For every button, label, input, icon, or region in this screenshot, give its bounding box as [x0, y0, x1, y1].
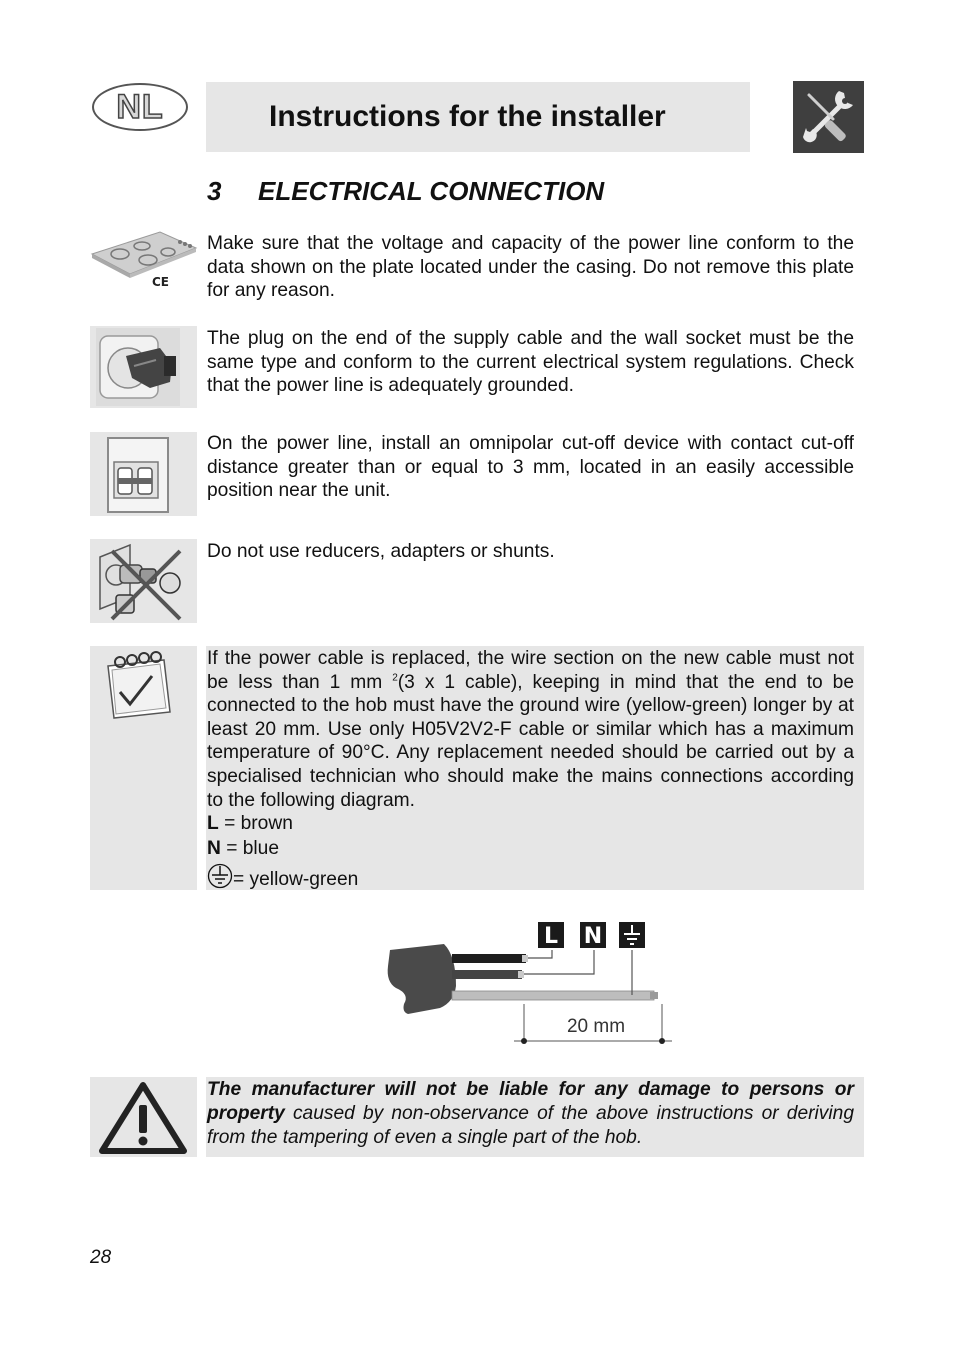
diagram-measurement: 20 mm: [566, 1016, 626, 1037]
legend-item-l: [207, 812, 607, 837]
paragraph-cable-replacement: [207, 647, 854, 812]
section-heading: [207, 176, 604, 207]
page-header: [206, 82, 750, 152]
cable-text-part2: (3 x 1 cable), keeping in mind that the end to be connected to the hob must have the ground wire (yellow-green) longer by at least 20 mm. Use only H05V2V2-F cable or similar which has a maximum temperature of 90°C. Any replacement needed should be carried out by a specialised technician who should make the mains connections according to the following diagram.: [207, 671, 854, 811]
warning-text: [207, 1078, 854, 1150]
paragraph-plug: The plug on the end of the supply cable and the wall socket must be the same type and conform to the current electrical system regulations. Check that the power line is adequately grounded.: [207, 328, 854, 397]
superscript-2: 2: [392, 672, 398, 684]
legend-value-l: = brown: [218, 813, 293, 834]
warning-bold-text: The manufacturer will not be liable for any damage to persons or property: [207, 1079, 854, 1124]
page-title: Instructions for the installer: [269, 100, 666, 133]
warning-triangle-icon: [90, 1077, 197, 1157]
warning-rest-text: caused by non-observance of the above instructions or deriving from the tampering of even a single part of the hob.: [207, 1103, 854, 1148]
legend-item-ground: [207, 863, 607, 893]
no-adapters-icon: [90, 539, 197, 623]
hob-plate-icon: [90, 224, 198, 302]
legend-value-ground: = yellow-green: [233, 869, 359, 890]
diagram-label-l: L: [543, 924, 559, 949]
cable-block-icon-panel: [90, 646, 197, 890]
tools-icon: [793, 81, 864, 153]
language-badge-label: NL: [116, 87, 164, 126]
diagram-label-n: N: [583, 924, 603, 949]
warning-icon-panel: [90, 1077, 197, 1157]
legend-value-n: = blue: [220, 837, 280, 859]
plug-socket-icon: [90, 326, 197, 408]
diagram-ground-icon: [619, 922, 645, 948]
section-title: ELECTRICAL CONNECTION: [258, 176, 605, 206]
paragraph-voltage: Make sure that the voltage and capacity of the power line conform to the data shown on the plate located under the casing. Do not remove this plate for any reason.: [207, 233, 854, 302]
notepad-check-icon: [90, 646, 197, 726]
wiring-diagram: [384, 916, 674, 1051]
cutoff-switch-icon: [90, 432, 197, 516]
legend-key-n: N: [207, 837, 221, 859]
language-badge: [92, 83, 188, 131]
legend-item-n: [207, 837, 607, 862]
ground-symbol-icon: [207, 863, 233, 889]
section-number: 3: [207, 176, 222, 206]
svg-text:CE: CE: [152, 275, 170, 289]
cable-text-part1: If the power cable is replaced, the wire section on the new cable must not be less than 1 mm: [207, 648, 854, 693]
wire-color-legend: [207, 812, 607, 893]
paragraph-no-adapters: Do not use reducers, adapters or shunts.: [207, 541, 555, 562]
legend-key-l: L: [207, 813, 219, 834]
paragraph-cutoff: On the power line, install an omnipolar cut-off device with contact cut-off distance greater than or equal to 3 mm, located in an easily accessible position near the unit.: [207, 433, 854, 502]
page-number: 28: [90, 1247, 112, 1268]
